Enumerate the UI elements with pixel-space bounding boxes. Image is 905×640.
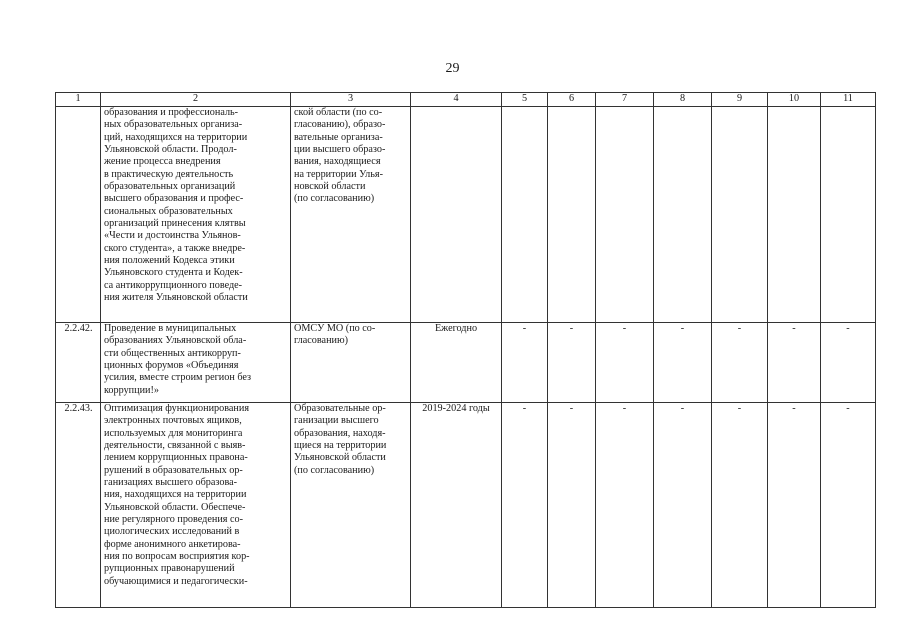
row-number [56,107,101,323]
value-cell [502,107,548,323]
value-cell: - [654,403,712,608]
col-header-9: 9 [712,93,768,107]
value-cell: - [712,403,768,608]
col-header-2: 2 [101,93,291,107]
table-row [56,323,876,403]
value-cell [548,107,596,323]
value-cell: - [821,403,876,608]
executor-cell: Образовательные ор- ганизации высшего образования, находя- щиеся на территории Ульяновской области (по согласованию) [291,403,411,608]
page-number: 29 [445,61,460,76]
value-cell: - [502,323,548,403]
col-header-3: 3 [291,93,411,107]
value-cell: - [548,403,596,608]
col-header-8: 8 [654,93,712,107]
col-header-4: 4 [411,93,502,107]
value-cell [768,107,821,323]
row-number: 2.2.42. [56,323,101,403]
value-cell: - [821,323,876,403]
period-cell [411,107,502,323]
value-cell: - [548,323,596,403]
col-header-1: 1 [56,93,101,107]
value-cell [712,107,768,323]
measures-table [55,92,876,608]
col-header-11: 11 [821,93,876,107]
executor-cell: ской области (по со- гласованию), образо- вательные организа- ции высшего образо- вания, находящиеся на территории Улья- новской области (по согласованию) [291,107,411,323]
value-cell [654,107,712,323]
value-cell [821,107,876,323]
column-header-row [56,93,876,107]
value-cell: - [502,403,548,608]
col-header-6: 6 [548,93,596,107]
activity-cell: образования и профессиональ- ных образовательных организа- ций, находящихся на территории Ульяновской области. Продол- жение процесса внедрения в практическую деятельность образовательных организаций высшего образования и профес- сиональных образовательных организаций принесения клятвы «Чести и достоинства Ульянов- ского студента», а также внедре- ния положений Кодекса этики Ульяновского студента и Кодек- са антикоррупционного поведе- ния жителя Ульяновской области [101,107,291,323]
row-number: 2.2.43. [56,403,101,608]
col-header-7: 7 [596,93,654,107]
table-row [56,107,876,323]
value-cell: - [712,323,768,403]
value-cell: - [596,323,654,403]
value-cell [596,107,654,323]
value-cell: - [654,323,712,403]
activity-cell: Проведение в муниципальных образованиях Ульяновской обла- сти общественных антикорруп- ционных форумов «Объединяя усилия, вместе строим регион без коррупции!» [101,323,291,403]
activity-cell: Оптимизация функционирования электронных почтовых ящиков, используемых для мониторинга деятельности, связанной с выяв- лением коррупционных правона- рушений в образовательных ор- ганизациях высшего образова- ния, находящихся на территории Ульяновской области. Обеспече- ние регулярного проведения со- циологических исследований в форме анонимного анкетирова- ния по вопросам восприятия кор- рупционных правонарушений обучающимися и педагогически- [101,403,291,608]
col-header-10: 10 [768,93,821,107]
table-row [56,403,876,608]
period-cell: 2019-2024 годы [411,403,502,608]
col-header-5: 5 [502,93,548,107]
value-cell: - [768,323,821,403]
value-cell: - [768,403,821,608]
executor-cell: ОМСУ МО (по со- гласованию) [291,323,411,403]
value-cell: - [596,403,654,608]
period-cell: Ежегодно [411,323,502,403]
